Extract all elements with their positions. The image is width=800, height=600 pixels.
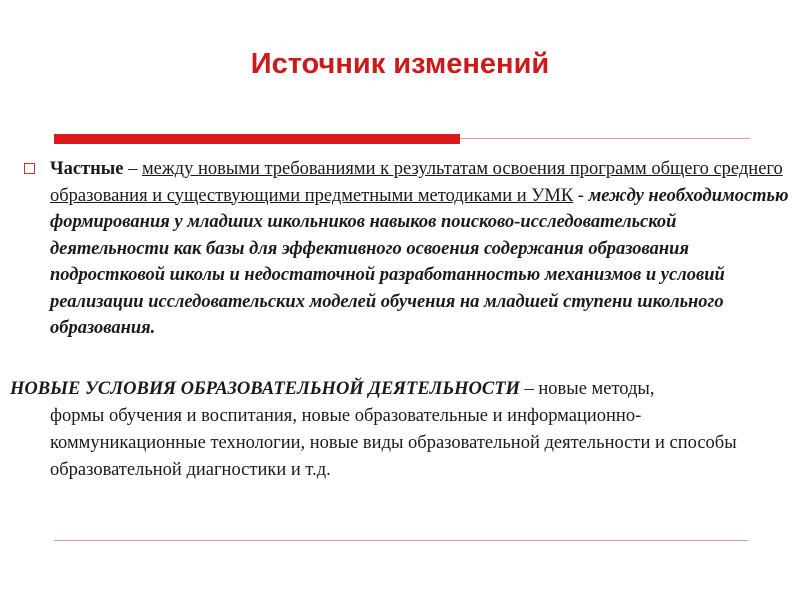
new-conditions-dash: –: [519, 379, 539, 399]
hollow-square-icon: [24, 163, 35, 174]
new-conditions-first: новые методы,: [538, 379, 655, 399]
footer-divider-line: [54, 540, 748, 541]
new-conditions-continuation: формы обучения и воспитания, новые образовательные и информационно-коммуникационные технологии, новые виды образовательной деятельности и способы образовательной диагностики и т.д.: [50, 406, 737, 480]
private-term: Частные: [50, 159, 124, 179]
private-underlined-text: между новыми требованиями к результатам освоения программ общего среднего образования и существующими предметными методиками и УМК: [50, 159, 783, 206]
private-dash: –: [123, 159, 142, 179]
private-sources-paragraph: [50, 156, 795, 342]
private-rest-text: между необходимостью формирования у младших школьников навыков поисково-исследовательской деятельности как базы для эффективного освоения содержания образования подростковой школы и недостаточной разработанностью механизмов и условий реализации исследовательских моделей обучения на младшей ступени школьного образования.: [50, 185, 789, 338]
accent-bar: [54, 134, 460, 144]
new-conditions-heading: НОВЫЕ УСЛОВИЯ ОБРАЗОВАТЕЛЬНОЙ ДЕЯТЕЛЬНОСТИ: [10, 379, 520, 399]
new-conditions-paragraph: [10, 376, 795, 484]
private-separator: -: [573, 185, 589, 206]
slide-title: Источник изменений: [250, 48, 550, 80]
accent-divider-line: [460, 138, 750, 139]
